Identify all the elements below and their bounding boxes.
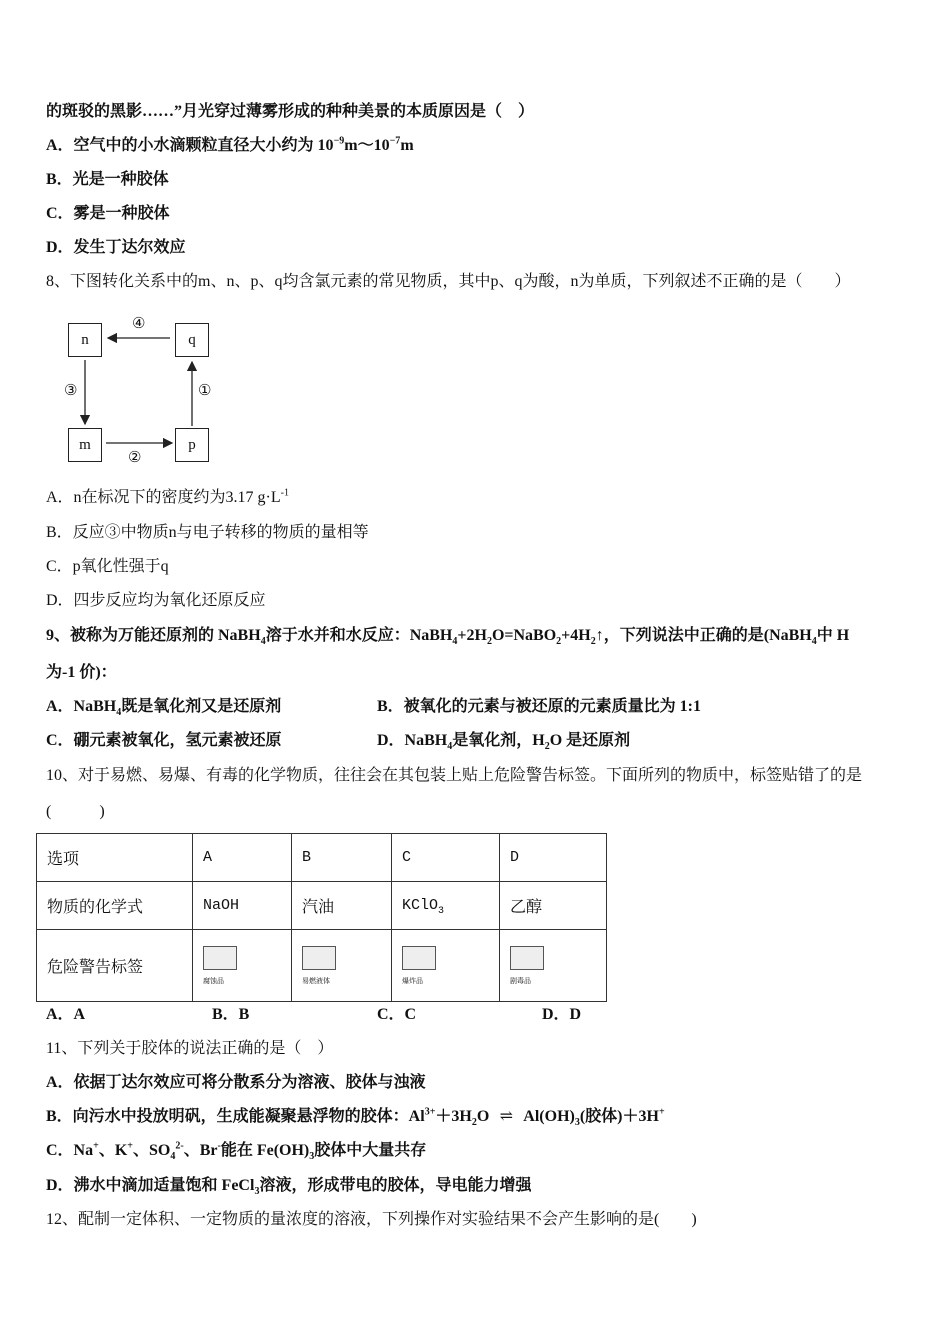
table-cell [193,930,292,1002]
q8-option-a: A．n在标况下的密度约为3.17 $g\cdot L^{-1}$ [46,487,290,506]
table-cell: B [292,834,392,882]
reversible-arrow-icon: ⇌ [499,1108,513,1125]
table-row [37,882,607,930]
table-cell [500,930,607,1002]
hazard-label-text: 易燃液体 [302,976,330,985]
hazard-label-table [36,833,607,1002]
q9-option-a: A．NaBH$_4$既是氧化剂又是还原剂 [46,698,282,719]
toxic-hazard-icon [510,946,544,970]
q11-option-b: B．向污水中投放明矾，生成能凝聚悬浮物的胶体：$Al^{3+}+3H_2O$ ⇌ $Al(OH)_3$(胶体)＋3H+ [46,1106,665,1129]
q11-option-d: D．沸水中滴加适量饱和 FeCl$_3$溶液，形成带电的胶体，导电能力增强 [46,1177,532,1198]
q7-option-a: A．空气中的小水滴颗粒直径大小约为 $10^{-9}m\sim 10^{-7}m$ [46,135,414,154]
table-row [37,930,607,1002]
hazard-label-text: 爆炸品 [402,976,423,985]
q10-option-d: D．D [542,1006,582,1023]
hazard-label-text: 腐蚀品 [203,976,224,985]
corrosive-hazard-icon [203,946,237,970]
table-cell: D [500,834,607,882]
diagram-arrows [0,0,260,480]
q7-option-c: C．雾是一种胶体 [46,205,170,222]
table-cell: 乙醇 [500,882,607,930]
q11-option-a: A．依据丁达尔效应可将分散系分为溶液、胶体与浊液 [46,1074,426,1091]
table-cell [392,930,500,1002]
table-cell [292,930,392,1002]
reaction-3-label: ③ [64,383,78,399]
node-m: m [68,428,102,462]
q11-stem: 11、下列关于胶体的说法正确的是（ ） [46,1040,334,1057]
q9-option-c: C．硼元素被氧化，氢元素被还原 [46,732,282,749]
q8-option-c: C．p氧化性强于q [46,558,169,575]
q7-option-b: B．光是一种胶体 [46,171,169,188]
table-cell: NaOH [193,882,292,930]
q9-stem: 9、被称为万能还原剂的 NaBH$_4$溶于水并和水反应：$NaBH_4+2H_2O=NaBO_2+4H_2↑$，下列说法中正确的是(NaBH$_4$中 H [46,627,850,648]
flammable-hazard-icon [302,946,336,970]
table-cell: KClO$_3$ [392,882,500,930]
node-n: n [68,323,102,357]
reaction-4-label: ④ [132,316,146,332]
q10-option-c: C．C [377,1006,417,1023]
reaction-2-label: ② [128,450,142,466]
q8-option-b: B．反应③中物质n与电子转移的物质的量相等 [46,524,369,541]
table-cell: 选项 [37,834,193,882]
q9-stem-line2: 为-1 价)： [46,664,117,681]
q9-option-b: B．被氧化的元素与被还原的元素质量比为 1:1 [377,698,702,715]
table-cell: A [193,834,292,882]
node-p: p [175,428,209,462]
table-cell: 危险警告标签 [37,930,193,1002]
node-q: q [175,323,209,357]
q7-option-d: D．发生丁达尔效应 [46,239,186,256]
table-cell: 物质的化学式 [37,882,193,930]
q8-stem: 8、下图转化关系中的m、n、p、q均含氯元素的常见物质，其中p、q为酸，n为单质，下列叙述不正确的是（ ） [46,273,851,290]
table-cell: 汽油 [292,882,392,930]
q10-stem-line2: ( ) [46,803,105,820]
q12-stem: 12、配制一定体积、一定物质的量浓度的溶液，下列操作对实验结果不会产生影响的是( ) [46,1211,697,1228]
q7-stem: 的斑驳的黑影……”月光穿过薄雾形成的种种美景的本质原因是（ ） [46,103,535,120]
hazard-label-text: 剧毒品 [510,976,531,985]
table-cell: C [392,834,500,882]
q8-option-d: D．四步反应均为氧化还原反应 [46,592,266,609]
q9-option-d: D．NaBH$_4$是氧化剂，$H_2O$ 是还原剂 [377,732,631,753]
explosive-hazard-icon [402,946,436,970]
q10-option-a: A．A [46,1006,86,1023]
q10-stem: 10、对于易燃、易爆、有毒的化学物质，往往会在其包装上贴上危险警告标签。下面所列的物质中，标签贴错了的是 [46,767,863,784]
q11-option-c: C．Na+、K+、$SO_4^{2-}$、Br-能在 $Fe(OH)_3$胶体中大量共存 [46,1140,427,1163]
table-row [37,834,607,882]
reaction-1-label: ① [198,383,212,399]
q10-option-b: B．B [212,1006,250,1023]
